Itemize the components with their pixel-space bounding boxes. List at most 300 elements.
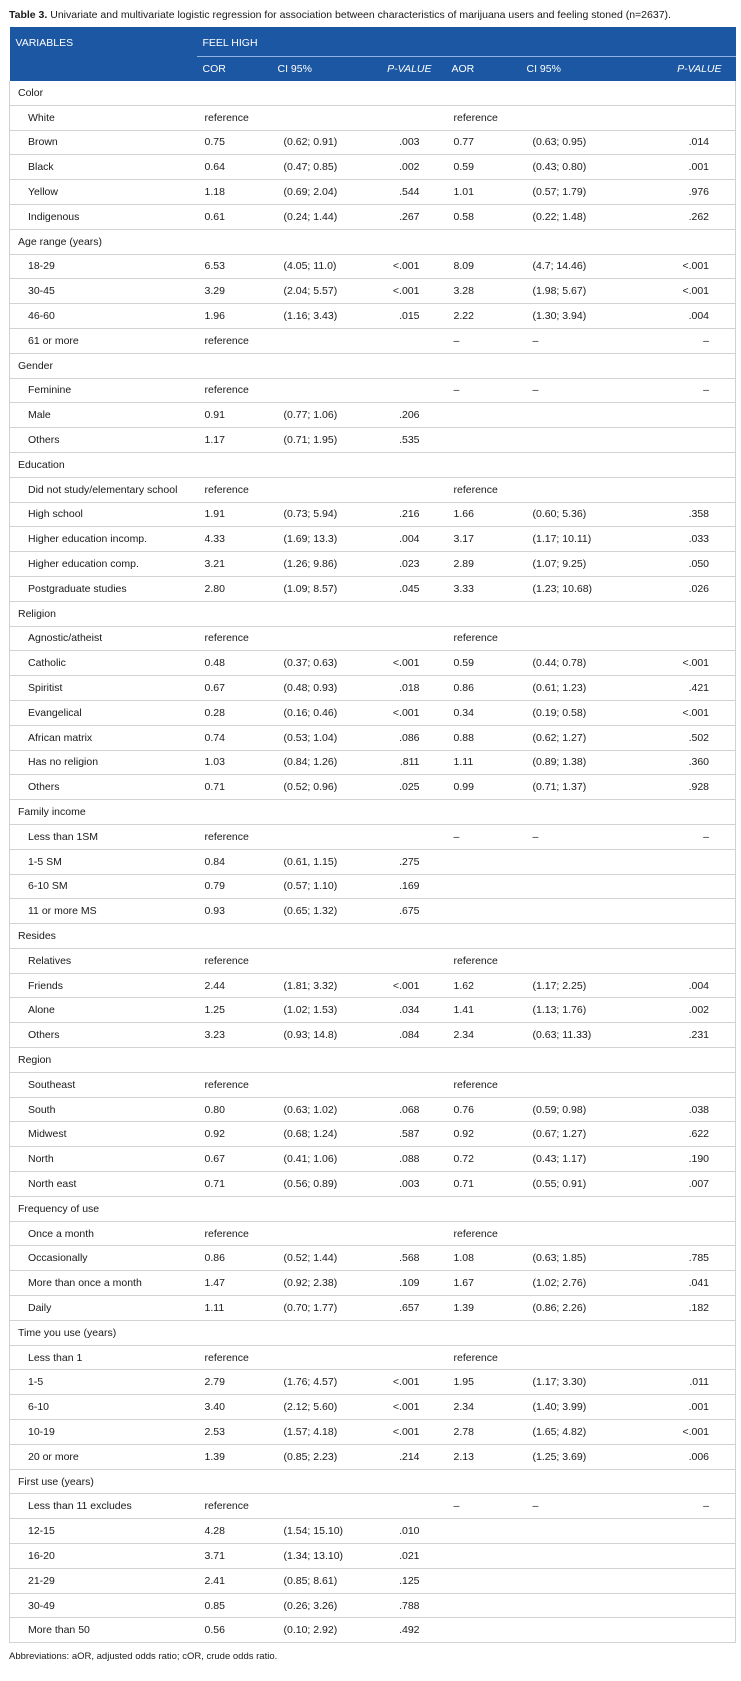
p-adjusted-value: .007: [614, 1172, 736, 1197]
p-adjusted-value: .360: [614, 750, 736, 775]
table-row: [10, 1370, 736, 1395]
row-label: 1-5: [10, 1370, 197, 1395]
table-row: [10, 428, 736, 453]
row-label: Did not study/elementary school: [10, 477, 197, 502]
table-row: [10, 1271, 736, 1296]
aor-value: –: [446, 378, 521, 403]
ci-crude-value: (0.69; 2.04): [272, 180, 364, 205]
p-crude-value: .587: [364, 1122, 446, 1147]
p-adjusted-value: .785: [614, 1246, 736, 1271]
p-crude-value: .568: [364, 1246, 446, 1271]
cor-value: reference: [197, 1494, 272, 1519]
p-adjusted-value: [614, 948, 736, 973]
cor-value: reference: [197, 1072, 272, 1097]
row-label: Others: [10, 428, 197, 453]
aor-value: 1.95: [446, 1370, 521, 1395]
aor-value: 0.99: [446, 775, 521, 800]
ci-crude-value: (0.73; 5.94): [272, 502, 364, 527]
aor-value: [446, 899, 521, 924]
p-adjusted-value: .004: [614, 304, 736, 329]
cor-value: 3.29: [197, 279, 272, 304]
p-adjusted-value: [614, 105, 736, 130]
cor-value: reference: [197, 477, 272, 502]
ci-adjusted-value: (1.25; 3.69): [521, 1444, 614, 1469]
ci-adjusted-value: (1.98; 5.67): [521, 279, 614, 304]
ci-adjusted-value: (1.40; 3.99): [521, 1395, 614, 1420]
p-adjusted-value: [614, 1345, 736, 1370]
aor-value: reference: [446, 1072, 521, 1097]
row-label: Agnostic/atheist: [10, 626, 197, 651]
cor-value: 3.71: [197, 1544, 272, 1569]
cor-value: 0.92: [197, 1122, 272, 1147]
ci-adjusted-value: (1.23; 10.68): [521, 576, 614, 601]
aor-value: 2.34: [446, 1395, 521, 1420]
p-adjusted-value: [614, 626, 736, 651]
table-row: [10, 502, 736, 527]
ci-adjusted-value: [521, 1593, 614, 1618]
aor-value: reference: [446, 105, 521, 130]
ci-crude-value: [272, 1494, 364, 1519]
aor-value: 1.11: [446, 750, 521, 775]
section-row: [10, 229, 736, 254]
cor-value: 0.80: [197, 1097, 272, 1122]
p-crude-value: [364, 824, 446, 849]
p-crude-value: .535: [364, 428, 446, 453]
table-row: [10, 105, 736, 130]
section-label: Education: [10, 452, 736, 477]
row-label: 11 or more MS: [10, 899, 197, 924]
ci-crude-value: (0.47; 0.85): [272, 155, 364, 180]
ci-adjusted-value: [521, 477, 614, 502]
p-adjusted-value: .011: [614, 1370, 736, 1395]
row-label: Higher education incomp.: [10, 527, 197, 552]
p-adjusted-value: .004: [614, 973, 736, 998]
table-row: [10, 403, 736, 428]
p-adjusted-value: [614, 874, 736, 899]
aor-value: 2.13: [446, 1444, 521, 1469]
header-ci-crude: CI 95%: [277, 63, 312, 75]
ci-adjusted-value: (0.22; 1.48): [521, 204, 614, 229]
p-crude-value: .657: [364, 1296, 446, 1321]
cor-value: reference: [197, 378, 272, 403]
header-p-adjusted: P-VALUE: [677, 63, 722, 75]
table-row: [10, 1122, 736, 1147]
p-adjusted-value: <.001: [614, 700, 736, 725]
cor-value: reference: [197, 1345, 272, 1370]
table-row: [10, 1494, 736, 1519]
cor-value: 2.80: [197, 576, 272, 601]
p-crude-value: .002: [364, 155, 446, 180]
p-crude-value: <.001: [364, 1420, 446, 1445]
table-row: [10, 725, 736, 750]
aor-value: [446, 1593, 521, 1618]
p-crude-value: <.001: [364, 700, 446, 725]
aor-value: [446, 1519, 521, 1544]
p-adjusted-value: [614, 1618, 736, 1643]
aor-value: 1.08: [446, 1246, 521, 1271]
cor-value: 0.64: [197, 155, 272, 180]
ci-adjusted-value: (1.07; 9.25): [521, 552, 614, 577]
ci-crude-value: [272, 626, 364, 651]
row-label: Less than 1: [10, 1345, 197, 1370]
ci-crude-value: (0.24; 1.44): [272, 204, 364, 229]
cor-value: reference: [197, 948, 272, 973]
ci-crude-value: (0.77; 1.06): [272, 403, 364, 428]
table-caption-text: Univariate and multivariate logistic regression for association between characteristics of marijuana users and feeling stoned (n=2637).: [47, 9, 671, 21]
cor-value: 2.41: [197, 1568, 272, 1593]
row-label: Less than 1SM: [10, 824, 197, 849]
table-row: [10, 899, 736, 924]
p-crude-value: [364, 948, 446, 973]
header-cor: COR: [202, 63, 226, 75]
ci-adjusted-value: [521, 1221, 614, 1246]
row-label: Catholic: [10, 651, 197, 676]
p-adjusted-value: [614, 1519, 736, 1544]
table-row: [10, 1593, 736, 1618]
table-row: [10, 1296, 736, 1321]
aor-value: [446, 1544, 521, 1569]
cor-value: 2.53: [197, 1420, 272, 1445]
p-crude-value: .088: [364, 1147, 446, 1172]
section-label: Color: [10, 81, 736, 105]
cor-value: 3.23: [197, 1023, 272, 1048]
row-label: 46-60: [10, 304, 197, 329]
p-crude-value: .004: [364, 527, 446, 552]
table-footnote: Abbreviations: aOR, adjusted odds ratio; cOR, crude odds ratio.: [9, 1651, 278, 1662]
row-label: Midwest: [10, 1122, 197, 1147]
ci-adjusted-value: (0.60; 5.36): [521, 502, 614, 527]
aor-value: [446, 1568, 521, 1593]
ci-adjusted-value: (1.17; 3.30): [521, 1370, 614, 1395]
table-row: [10, 155, 736, 180]
ci-crude-value: (0.48; 0.93): [272, 676, 364, 701]
aor-value: [446, 1618, 521, 1643]
aor-value: 1.66: [446, 502, 521, 527]
row-label: Daily: [10, 1296, 197, 1321]
row-label: Friends: [10, 973, 197, 998]
p-adjusted-value: .502: [614, 725, 736, 750]
p-adjusted-value: [614, 1072, 736, 1097]
ci-adjusted-value: (4.7; 14.46): [521, 254, 614, 279]
p-adjusted-value: –: [614, 824, 736, 849]
p-adjusted-value: [614, 1593, 736, 1618]
cor-value: 1.39: [197, 1444, 272, 1469]
header-p-crude: P-VALUE: [387, 63, 432, 75]
p-crude-value: .125: [364, 1568, 446, 1593]
ci-crude-value: (0.10; 2.92): [272, 1618, 364, 1643]
ci-adjusted-value: –: [521, 328, 614, 353]
ci-adjusted-value: [521, 849, 614, 874]
cor-value: 6.53: [197, 254, 272, 279]
p-crude-value: [364, 1345, 446, 1370]
aor-value: [446, 428, 521, 453]
ci-crude-value: (0.62; 0.91): [272, 130, 364, 155]
regression-table: [9, 27, 736, 1643]
row-label: More than once a month: [10, 1271, 197, 1296]
row-label: Black: [10, 155, 197, 180]
cor-value: 0.56: [197, 1618, 272, 1643]
aor-value: 0.92: [446, 1122, 521, 1147]
table-body: [10, 81, 736, 1643]
ci-adjusted-value: (0.71; 1.37): [521, 775, 614, 800]
ci-crude-value: [272, 477, 364, 502]
p-crude-value: .109: [364, 1271, 446, 1296]
header-variables: VARIABLES: [15, 37, 74, 50]
aor-value: 0.77: [446, 130, 521, 155]
row-label: 12-15: [10, 1519, 197, 1544]
cor-value: 1.25: [197, 998, 272, 1023]
ci-crude-value: (2.04; 5.57): [272, 279, 364, 304]
p-adjusted-value: .358: [614, 502, 736, 527]
p-adjusted-value: .026: [614, 576, 736, 601]
row-label: Has no religion: [10, 750, 197, 775]
aor-value: 0.71: [446, 1172, 521, 1197]
table-row: [10, 1395, 736, 1420]
ci-crude-value: (1.69; 13.3): [272, 527, 364, 552]
row-label: 61 or more: [10, 328, 197, 353]
aor-value: 0.34: [446, 700, 521, 725]
aor-value: [446, 849, 521, 874]
aor-value: 1.67: [446, 1271, 521, 1296]
row-label: Less than 11 excludes: [10, 1494, 197, 1519]
row-label: African matrix: [10, 725, 197, 750]
ci-crude-value: (1.34; 13.10): [272, 1544, 364, 1569]
section-row: [10, 601, 736, 626]
section-row: [10, 1048, 736, 1073]
cor-value: reference: [197, 1221, 272, 1246]
table-row: [10, 328, 736, 353]
p-adjusted-value: .231: [614, 1023, 736, 1048]
table-row: [10, 1221, 736, 1246]
ci-adjusted-value: [521, 874, 614, 899]
aor-value: [446, 874, 521, 899]
cor-value: 0.91: [197, 403, 272, 428]
p-adjusted-value: <.001: [614, 279, 736, 304]
table-row: [10, 1544, 736, 1569]
ci-adjusted-value: [521, 899, 614, 924]
row-label: 20 or more: [10, 1444, 197, 1469]
p-adjusted-value: <.001: [614, 651, 736, 676]
ci-crude-value: (1.57; 4.18): [272, 1420, 364, 1445]
p-adjusted-value: .190: [614, 1147, 736, 1172]
cor-value: reference: [197, 328, 272, 353]
aor-value: reference: [446, 948, 521, 973]
ci-crude-value: (0.26; 3.26): [272, 1593, 364, 1618]
table-row: [10, 1444, 736, 1469]
ci-adjusted-value: (0.44; 0.78): [521, 651, 614, 676]
p-crude-value: [364, 626, 446, 651]
p-adjusted-value: .001: [614, 1395, 736, 1420]
ci-crude-value: (0.65; 1.32): [272, 899, 364, 924]
cor-value: 0.75: [197, 130, 272, 155]
ci-adjusted-value: (1.65; 4.82): [521, 1420, 614, 1445]
cor-value: 1.47: [197, 1271, 272, 1296]
ci-crude-value: (0.56; 0.89): [272, 1172, 364, 1197]
p-crude-value: .015: [364, 304, 446, 329]
table-row: [10, 576, 736, 601]
aor-value: 1.41: [446, 998, 521, 1023]
ci-crude-value: (0.71; 1.95): [272, 428, 364, 453]
p-crude-value: .206: [364, 403, 446, 428]
table-row: [10, 1072, 736, 1097]
p-adjusted-value: [614, 1544, 736, 1569]
p-adjusted-value: <.001: [614, 1420, 736, 1445]
aor-value: –: [446, 824, 521, 849]
aor-value: 1.62: [446, 973, 521, 998]
ci-crude-value: (0.68; 1.24): [272, 1122, 364, 1147]
cor-value: 3.40: [197, 1395, 272, 1420]
aor-value: –: [446, 328, 521, 353]
table-row: [10, 1345, 736, 1370]
p-crude-value: .084: [364, 1023, 446, 1048]
p-crude-value: .068: [364, 1097, 446, 1122]
p-adjusted-value: [614, 1568, 736, 1593]
table-row: [10, 948, 736, 973]
p-adjusted-value: [614, 428, 736, 453]
ci-adjusted-value: [521, 105, 614, 130]
table-row: [10, 130, 736, 155]
ci-crude-value: [272, 378, 364, 403]
section-label: Resides: [10, 924, 736, 949]
table-row: [10, 1172, 736, 1197]
ci-crude-value: (0.41; 1.06): [272, 1147, 364, 1172]
ci-crude-value: (0.57; 1.10): [272, 874, 364, 899]
row-label: High school: [10, 502, 197, 527]
ci-adjusted-value: [521, 1568, 614, 1593]
aor-value: 2.34: [446, 1023, 521, 1048]
cor-value: 0.67: [197, 676, 272, 701]
ci-adjusted-value: [521, 1618, 614, 1643]
table-row: [10, 254, 736, 279]
cor-value: 1.11: [197, 1296, 272, 1321]
table-row: [10, 477, 736, 502]
section-label: Religion: [10, 601, 736, 626]
table-row: [10, 1147, 736, 1172]
ci-crude-value: (0.61, 1.15): [272, 849, 364, 874]
p-crude-value: .003: [364, 1172, 446, 1197]
aor-value: reference: [446, 477, 521, 502]
p-adjusted-value: [614, 477, 736, 502]
cor-value: 1.96: [197, 304, 272, 329]
cor-value: 3.21: [197, 552, 272, 577]
cor-value: 4.33: [197, 527, 272, 552]
cor-value: 1.17: [197, 428, 272, 453]
section-row: [10, 924, 736, 949]
ci-adjusted-value: [521, 948, 614, 973]
section-label: Time you use (years): [10, 1320, 736, 1345]
p-crude-value: <.001: [364, 254, 446, 279]
row-label: Indigenous: [10, 204, 197, 229]
cor-value: reference: [197, 105, 272, 130]
cor-value: 0.61: [197, 204, 272, 229]
p-adjusted-value: [614, 899, 736, 924]
p-adjusted-value: .001: [614, 155, 736, 180]
p-crude-value: .675: [364, 899, 446, 924]
p-crude-value: [364, 1494, 446, 1519]
section-row: [10, 452, 736, 477]
row-label: Others: [10, 1023, 197, 1048]
aor-value: 0.88: [446, 725, 521, 750]
aor-value: 3.28: [446, 279, 521, 304]
header-aor: AOR: [451, 63, 475, 75]
cor-value: 0.84: [197, 849, 272, 874]
ci-adjusted-value: (0.43; 0.80): [521, 155, 614, 180]
row-label: 10-19: [10, 1420, 197, 1445]
table-row: [10, 874, 736, 899]
ci-adjusted-value: [521, 1544, 614, 1569]
ci-adjusted-value: –: [521, 378, 614, 403]
ci-crude-value: (0.53; 1.04): [272, 725, 364, 750]
aor-value: reference: [446, 1345, 521, 1370]
cor-value: 0.48: [197, 651, 272, 676]
ci-adjusted-value: [521, 428, 614, 453]
ci-crude-value: [272, 824, 364, 849]
table-row: [10, 824, 736, 849]
ci-adjusted-value: (1.17; 10.11): [521, 527, 614, 552]
ci-adjusted-value: –: [521, 824, 614, 849]
p-crude-value: .275: [364, 849, 446, 874]
ci-crude-value: [272, 1345, 364, 1370]
p-adjusted-value: <.001: [614, 254, 736, 279]
ci-adjusted-value: (0.61; 1.23): [521, 676, 614, 701]
table-row: [10, 552, 736, 577]
p-crude-value: <.001: [364, 651, 446, 676]
ci-adjusted-value: (1.30; 3.94): [521, 304, 614, 329]
row-label: Spiritist: [10, 676, 197, 701]
aor-value: 2.22: [446, 304, 521, 329]
p-crude-value: .045: [364, 576, 446, 601]
table-row: [10, 1246, 736, 1271]
aor-value: –: [446, 1494, 521, 1519]
cor-value: 0.79: [197, 874, 272, 899]
row-label: 30-45: [10, 279, 197, 304]
p-adjusted-value: –: [614, 1494, 736, 1519]
p-crude-value: .492: [364, 1618, 446, 1643]
aor-value: 0.58: [446, 204, 521, 229]
cor-value: 0.71: [197, 1172, 272, 1197]
cor-value: 1.03: [197, 750, 272, 775]
ci-crude-value: [272, 1221, 364, 1246]
row-label: 6-10 SM: [10, 874, 197, 899]
cor-value: 0.67: [197, 1147, 272, 1172]
ci-crude-value: (0.92; 2.38): [272, 1271, 364, 1296]
table-row: [10, 1519, 736, 1544]
table-row: [10, 775, 736, 800]
p-crude-value: <.001: [364, 1370, 446, 1395]
cor-value: 2.44: [197, 973, 272, 998]
aor-value: 2.89: [446, 552, 521, 577]
aor-value: 1.01: [446, 180, 521, 205]
p-adjusted-value: .038: [614, 1097, 736, 1122]
ci-adjusted-value: [521, 1072, 614, 1097]
section-row: [10, 800, 736, 825]
ci-adjusted-value: [521, 626, 614, 651]
ci-adjusted-value: (0.59; 0.98): [521, 1097, 614, 1122]
section-row: [10, 1196, 736, 1221]
p-adjusted-value: .050: [614, 552, 736, 577]
aor-value: 1.39: [446, 1296, 521, 1321]
ci-adjusted-value: –: [521, 1494, 614, 1519]
ci-crude-value: (0.84; 1.26): [272, 750, 364, 775]
p-crude-value: [364, 477, 446, 502]
ci-adjusted-value: (0.43; 1.17): [521, 1147, 614, 1172]
p-crude-value: [364, 1072, 446, 1097]
p-crude-value: .216: [364, 502, 446, 527]
section-label: Age range (years): [10, 229, 736, 254]
table-row: [10, 1568, 736, 1593]
p-crude-value: .034: [364, 998, 446, 1023]
p-crude-value: .003: [364, 130, 446, 155]
